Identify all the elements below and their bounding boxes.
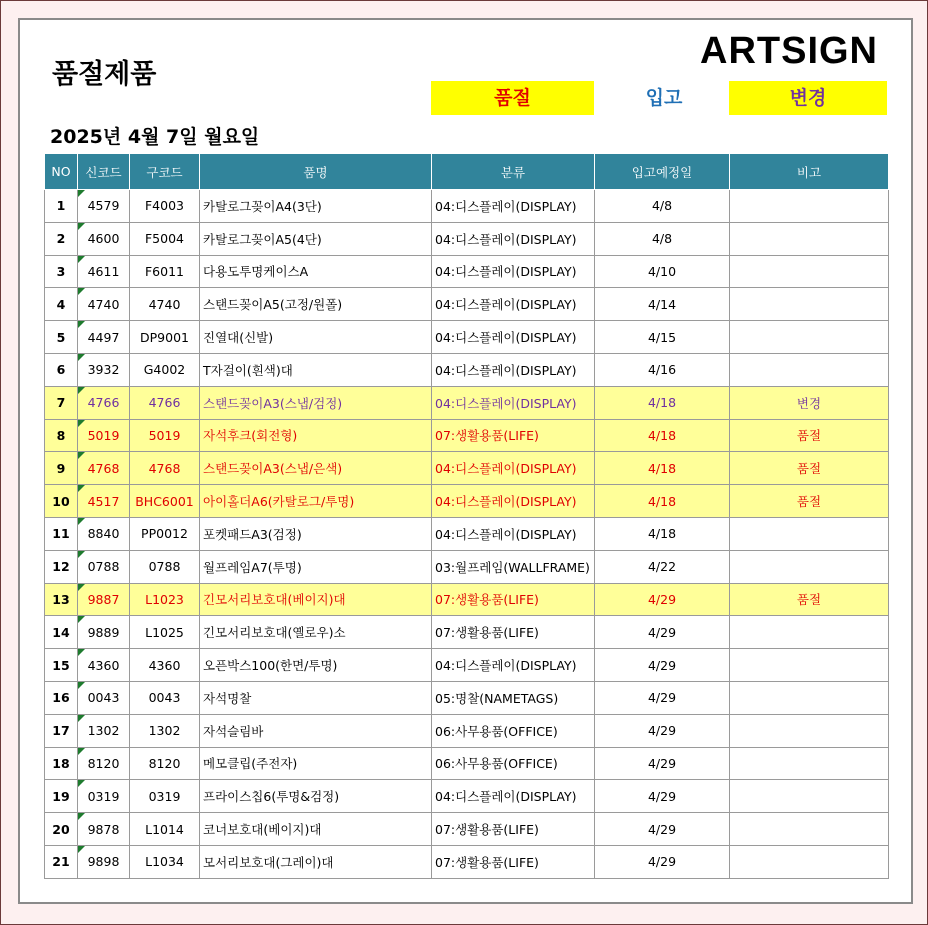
cell-category[interactable]: 04:디스플레이(DISPLAY) (432, 288, 595, 321)
cell-note[interactable] (730, 288, 889, 321)
cell-restock-date[interactable]: 4/29 (595, 714, 730, 747)
cell-note[interactable] (730, 747, 889, 780)
cell-restock-date[interactable]: 4/29 (595, 649, 730, 682)
cell-no[interactable]: 18 (45, 747, 78, 780)
cell-old-code[interactable]: 1302 (130, 714, 200, 747)
table-row (45, 780, 889, 813)
cell-note[interactable] (730, 517, 889, 550)
cell-category[interactable]: 04:디스플레이(DISPLAY) (432, 780, 595, 813)
col-header-new-code[interactable]: 신코드 (78, 154, 130, 190)
cell-note[interactable] (730, 616, 889, 649)
table-row (45, 714, 889, 747)
cell-restock-date[interactable]: 4/22 (595, 550, 730, 583)
cell-note[interactable] (730, 780, 889, 813)
cell-old-code[interactable]: 4766 (130, 386, 200, 419)
cell-category[interactable]: 07:생활용품(LIFE) (432, 845, 595, 878)
cell-new-code[interactable]: 4579 (78, 190, 130, 223)
cell-old-code[interactable]: 8120 (130, 747, 200, 780)
cell-restock-date[interactable]: 4/15 (595, 321, 730, 354)
cell-note[interactable]: 품절 (730, 485, 889, 518)
cell-product-name[interactable]: 아이홀더A6(카탈로그/투명) (200, 485, 432, 518)
table-row (45, 550, 889, 583)
cell-note[interactable] (730, 255, 889, 288)
cell-product-name[interactable]: 스탠드꽂이A5(고정/원폴) (200, 288, 432, 321)
cell-no[interactable]: 15 (45, 649, 78, 682)
cell-restock-date[interactable]: 4/29 (595, 681, 730, 714)
cell-new-code[interactable]: 4360 (78, 649, 130, 682)
cell-restock-date[interactable]: 4/29 (595, 845, 730, 878)
cell-no[interactable]: 9 (45, 452, 78, 485)
cell-new-code[interactable]: 5019 (78, 419, 130, 452)
cell-new-code[interactable]: 8840 (78, 517, 130, 550)
cell-old-code[interactable]: G4002 (130, 353, 200, 386)
legend-soldout: 품절 (431, 81, 594, 115)
cell-no[interactable]: 4 (45, 288, 78, 321)
cell-old-code[interactable]: DP9001 (130, 321, 200, 354)
cell-old-code[interactable]: L1034 (130, 845, 200, 878)
cell-new-code[interactable]: 0788 (78, 550, 130, 583)
cell-product-name[interactable]: 스탠드꽂이A3(스냅/은색) (200, 452, 432, 485)
cell-old-code[interactable]: 4360 (130, 649, 200, 682)
cell-new-code[interactable]: 3932 (78, 353, 130, 386)
cell-category[interactable]: 04:디스플레이(DISPLAY) (432, 386, 595, 419)
cell-new-code[interactable]: 4497 (78, 321, 130, 354)
cell-old-code[interactable]: L1023 (130, 583, 200, 616)
table-row (45, 681, 889, 714)
cell-product-name[interactable]: 자석슬림바 (200, 714, 432, 747)
cell-note[interactable] (730, 681, 889, 714)
table-row (45, 222, 889, 255)
cell-old-code[interactable]: 4768 (130, 452, 200, 485)
cell-note[interactable] (730, 845, 889, 878)
cell-restock-date[interactable]: 4/8 (595, 222, 730, 255)
col-header-note[interactable]: 비고 (730, 154, 889, 190)
cell-no[interactable]: 1 (45, 190, 78, 223)
cell-new-code[interactable]: 0043 (78, 681, 130, 714)
cell-restock-date[interactable]: 4/14 (595, 288, 730, 321)
cell-category[interactable]: 07:생활용품(LIFE) (432, 813, 595, 846)
cell-no[interactable]: 20 (45, 813, 78, 846)
cell-no[interactable]: 19 (45, 780, 78, 813)
legend-restock: 입고 (608, 81, 720, 115)
cell-note[interactable] (730, 550, 889, 583)
cell-no[interactable]: 14 (45, 616, 78, 649)
cell-no[interactable]: 11 (45, 517, 78, 550)
cell-category[interactable]: 07:생활용품(LIFE) (432, 583, 595, 616)
cell-category[interactable]: 04:디스플레이(DISPLAY) (432, 485, 595, 518)
legend-change: 변경 (729, 81, 887, 115)
cell-category[interactable]: 04:디스플레이(DISPLAY) (432, 255, 595, 288)
cell-product-name[interactable]: 코너보호대(베이지)대 (200, 813, 432, 846)
cell-new-code[interactable]: 9889 (78, 616, 130, 649)
cell-no[interactable]: 7 (45, 386, 78, 419)
cell-restock-date[interactable]: 4/29 (595, 813, 730, 846)
cell-old-code[interactable]: 0043 (130, 681, 200, 714)
cell-no[interactable]: 2 (45, 222, 78, 255)
cell-product-name[interactable]: 카탈로그꽂이A5(4단) (200, 222, 432, 255)
cell-product-name[interactable]: 월프레임A7(투명) (200, 550, 432, 583)
cell-product-name[interactable]: 다용도투명케이스A (200, 255, 432, 288)
cell-old-code[interactable]: BHC6001 (130, 485, 200, 518)
page-title: 품절제품 (52, 59, 157, 90)
cell-product-name[interactable]: T자걸이(흰색)대 (200, 353, 432, 386)
cell-product-name[interactable]: 진열대(신발) (200, 321, 432, 354)
table-body (45, 190, 889, 879)
cell-category[interactable]: 04:디스플레이(DISPLAY) (432, 353, 595, 386)
cell-no[interactable]: 6 (45, 353, 78, 386)
cell-restock-date[interactable]: 4/29 (595, 583, 730, 616)
product-table (44, 153, 889, 879)
cell-new-code[interactable]: 0319 (78, 780, 130, 813)
cell-new-code[interactable]: 4611 (78, 255, 130, 288)
cell-new-code[interactable]: 8120 (78, 747, 130, 780)
cell-restock-date[interactable]: 4/10 (595, 255, 730, 288)
cell-old-code[interactable]: F4003 (130, 190, 200, 223)
cell-new-code[interactable]: 4768 (78, 452, 130, 485)
cell-category[interactable]: 07:생활용품(LIFE) (432, 419, 595, 452)
cell-note[interactable]: 변경 (730, 386, 889, 419)
cell-old-code[interactable]: L1014 (130, 813, 200, 846)
col-header-restock-date[interactable]: 입고예정일 (595, 154, 730, 190)
cell-no[interactable]: 8 (45, 419, 78, 452)
cell-product-name[interactable]: 메모클립(주전자) (200, 747, 432, 780)
cell-new-code[interactable]: 4517 (78, 485, 130, 518)
cell-restock-date[interactable]: 4/29 (595, 747, 730, 780)
cell-category[interactable]: 03:월프레임(WALLFRAME) (432, 550, 595, 583)
col-header-old-code[interactable]: 구코드 (130, 154, 200, 190)
cell-new-code[interactable]: 9878 (78, 813, 130, 846)
cell-old-code[interactable]: 4740 (130, 288, 200, 321)
cell-product-name[interactable]: 긴모서리보호대(베이지)대 (200, 583, 432, 616)
cell-old-code[interactable]: F6011 (130, 255, 200, 288)
cell-old-code[interactable]: 5019 (130, 419, 200, 452)
cell-old-code[interactable]: 0788 (130, 550, 200, 583)
cell-category[interactable]: 04:디스플레이(DISPLAY) (432, 321, 595, 354)
cell-restock-date[interactable]: 4/18 (595, 386, 730, 419)
table-row (45, 517, 889, 550)
cell-old-code[interactable]: F5004 (130, 222, 200, 255)
cell-no[interactable]: 5 (45, 321, 78, 354)
cell-note[interactable] (730, 813, 889, 846)
cell-no[interactable]: 3 (45, 255, 78, 288)
cell-product-name[interactable]: 카탈로그꽂이A4(3단) (200, 190, 432, 223)
table-row (45, 419, 889, 452)
cell-note[interactable] (730, 190, 889, 223)
cell-product-name[interactable]: 오픈박스100(한면/투명) (200, 649, 432, 682)
cell-new-code[interactable]: 9887 (78, 583, 130, 616)
cell-restock-date[interactable]: 4/16 (595, 353, 730, 386)
cell-new-code[interactable]: 1302 (78, 714, 130, 747)
report-date: 2025년 4월 7일 월요일 (50, 126, 260, 148)
cell-category[interactable]: 06:사무용품(OFFICE) (432, 747, 595, 780)
col-header-no[interactable]: NO (45, 154, 78, 190)
cell-note[interactable] (730, 222, 889, 255)
cell-restock-date[interactable]: 4/18 (595, 419, 730, 452)
table-row (45, 583, 889, 616)
cell-restock-date[interactable]: 4/18 (595, 485, 730, 518)
cell-no[interactable]: 16 (45, 681, 78, 714)
table-header-row (45, 154, 889, 190)
cell-no[interactable]: 17 (45, 714, 78, 747)
cell-note[interactable] (730, 321, 889, 354)
cell-old-code[interactable]: PP0012 (130, 517, 200, 550)
cell-new-code[interactable]: 4740 (78, 288, 130, 321)
cell-product-name[interactable]: 긴모서리보호대(옐로우)소 (200, 616, 432, 649)
cell-new-code[interactable]: 4766 (78, 386, 130, 419)
cell-restock-date[interactable]: 4/18 (595, 452, 730, 485)
table-row (45, 190, 889, 223)
cell-old-code[interactable]: L1025 (130, 616, 200, 649)
cell-product-name[interactable]: 자석명찰 (200, 681, 432, 714)
cell-category[interactable]: 04:디스플레이(DISPLAY) (432, 190, 595, 223)
cell-note[interactable] (730, 353, 889, 386)
cell-restock-date[interactable]: 4/8 (595, 190, 730, 223)
table-row (45, 845, 889, 878)
cell-restock-date[interactable]: 4/29 (595, 780, 730, 813)
col-header-category[interactable]: 분류 (432, 154, 595, 190)
cell-restock-date[interactable]: 4/29 (595, 616, 730, 649)
cell-category[interactable]: 04:디스플레이(DISPLAY) (432, 222, 595, 255)
table-row (45, 813, 889, 846)
cell-category[interactable]: 07:생활용품(LIFE) (432, 616, 595, 649)
cell-restock-date[interactable]: 4/18 (595, 517, 730, 550)
cell-product-name[interactable]: 프라이스칩6(투명&검정) (200, 780, 432, 813)
table-row (45, 288, 889, 321)
cell-category[interactable]: 04:디스플레이(DISPLAY) (432, 452, 595, 485)
cell-category[interactable]: 04:디스플레이(DISPLAY) (432, 517, 595, 550)
cell-note[interactable] (730, 649, 889, 682)
table-row (45, 386, 889, 419)
cell-product-name[interactable]: 모서리보호대(그레이)대 (200, 845, 432, 878)
cell-old-code[interactable]: 0319 (130, 780, 200, 813)
cell-category[interactable]: 05:명찰(NAMETAGS) (432, 681, 595, 714)
table-row (45, 649, 889, 682)
cell-note[interactable]: 품절 (730, 452, 889, 485)
cell-no[interactable]: 13 (45, 583, 78, 616)
col-header-product-name[interactable]: 품명 (200, 154, 432, 190)
table-row (45, 255, 889, 288)
cell-product-name[interactable]: 포켓패드A3(검정) (200, 517, 432, 550)
cell-new-code[interactable]: 9898 (78, 845, 130, 878)
cell-no[interactable]: 10 (45, 485, 78, 518)
table-row (45, 452, 889, 485)
cell-note[interactable] (730, 714, 889, 747)
brand-logo: ARTSIGN (700, 30, 878, 72)
table-row (45, 747, 889, 780)
table-row (45, 353, 889, 386)
table-row (45, 616, 889, 649)
table-row (45, 485, 889, 518)
table-row (45, 321, 889, 354)
cell-no[interactable]: 12 (45, 550, 78, 583)
cell-note[interactable]: 품절 (730, 583, 889, 616)
cell-category[interactable]: 06:사무용품(OFFICE) (432, 714, 595, 747)
cell-product-name[interactable]: 스탠드꽂이A3(스냅/검정) (200, 386, 432, 419)
cell-note[interactable]: 품절 (730, 419, 889, 452)
cell-category[interactable]: 04:디스플레이(DISPLAY) (432, 649, 595, 682)
cell-new-code[interactable]: 4600 (78, 222, 130, 255)
sheet (18, 18, 913, 904)
cell-product-name[interactable]: 자석후크(회전형) (200, 419, 432, 452)
cell-no[interactable]: 21 (45, 845, 78, 878)
